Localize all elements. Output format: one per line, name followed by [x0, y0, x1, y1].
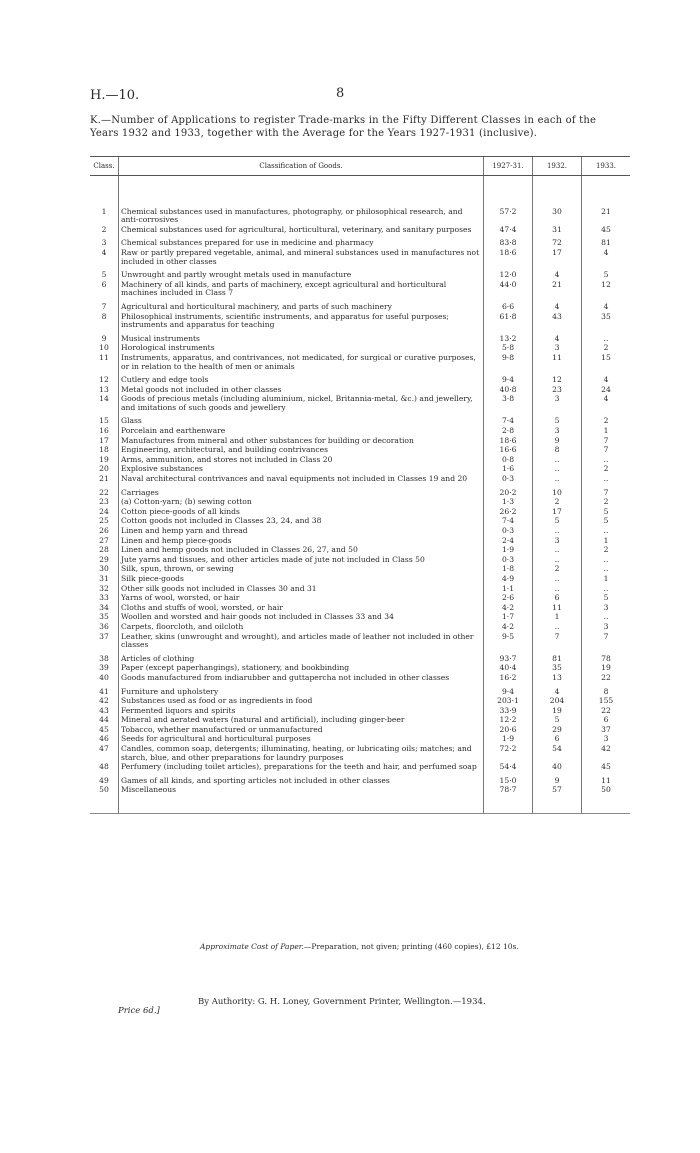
class-number-cell: 21 [99, 474, 109, 484]
count-1932-cell: 4 [533, 267, 582, 281]
average-cell: 15·0 [484, 773, 533, 787]
table-row [90, 651, 630, 665]
count-1932-cell: 19 [533, 707, 582, 717]
count-1932-cell: 5 [533, 413, 582, 427]
table-row [90, 299, 630, 313]
class-number-cell: 15 [99, 416, 109, 426]
count-1933-cell: 78 [582, 651, 631, 665]
table-row [90, 475, 630, 485]
price-note: Price 6d.] [118, 1006, 160, 1016]
average-cell: 61·8 [484, 313, 533, 331]
class-number-cell: 50 [90, 786, 119, 813]
class-number-cell: 24 [99, 506, 109, 516]
classification-cell: Metal goods not included in other classes [119, 386, 484, 396]
count-1933-cell: 5 [582, 508, 631, 518]
average-cell: 2·6 [484, 594, 533, 604]
table-row [90, 633, 630, 651]
count-1933-cell: .. [582, 475, 631, 485]
class-number-cell: 23 [99, 497, 109, 507]
count-1932-cell: .. [533, 556, 582, 566]
class-number-cell: 36 [99, 621, 109, 631]
table-header-row [90, 157, 630, 176]
classification-cell: Naval architectural contrivances and naval equipments not included in Classes 19 and 20 [119, 475, 484, 485]
count-1932-cell: 31 [533, 226, 582, 236]
count-1933-cell: 15 [582, 354, 631, 372]
count-1932-cell: 3 [533, 395, 582, 413]
class-number-cell: 14 [99, 394, 109, 404]
classification-cell: Cotton goods not included in Classes 23, 24, and 38 [119, 517, 484, 527]
class-number-cell: 29 [99, 554, 109, 564]
count-1932-cell: 9 [533, 437, 582, 447]
table-row [90, 413, 630, 427]
count-1933-cell: .. [582, 331, 631, 345]
average-cell: 18·6 [484, 437, 533, 447]
col-header-classification: Classification of Goods. [119, 157, 484, 176]
classification-cell: Fermented liquors and spirits [119, 707, 484, 717]
average-cell: 0·8 [484, 456, 533, 466]
average-cell: 1·7 [484, 613, 533, 623]
average-cell: 3·8 [484, 395, 533, 413]
count-1933-cell: 50 [582, 786, 631, 813]
table-row [90, 485, 630, 499]
count-1933-cell: 7 [582, 446, 631, 456]
count-1932-cell: 5 [533, 517, 582, 527]
class-number-cell: 16 [99, 426, 109, 436]
cost-text: —Preparation, not given; printing (460 copies), £12 10s. [303, 942, 519, 951]
classification-cell: Raw or partly prepared vegetable, animal, and mineral substances used in manufactures not included in other classes [119, 249, 484, 267]
count-1932-cell: .. [533, 546, 582, 556]
count-1932-cell: 2 [533, 498, 582, 508]
count-1932-cell: 30 [533, 175, 582, 226]
table-row [90, 372, 630, 386]
table-row [90, 786, 630, 813]
classification-cell: Silk piece-goods [119, 575, 484, 585]
average-cell: 1·9 [484, 546, 533, 556]
average-cell: 9·8 [484, 354, 533, 372]
count-1933-cell: 4 [582, 372, 631, 386]
count-1932-cell: 11 [533, 604, 582, 614]
count-1932-cell: 204 [533, 697, 582, 707]
col-header-1933: 1933. [582, 157, 631, 176]
classification-cell: Philosophical instruments, scientific instruments, and apparatus for useful purposes; instruments and apparatus for teaching [119, 313, 484, 331]
classification-cell: Leather, skins (unwrought and wrought), and articles made of leather not included in other classes [119, 633, 484, 651]
classification-cell: Other silk goods not included in Classes 30 and 31 [119, 585, 484, 595]
count-1932-cell: 1 [533, 613, 582, 623]
class-number-cell: 13 [99, 384, 109, 394]
table-row [90, 249, 630, 267]
class-number-cell: 31 [99, 573, 109, 583]
table-row [90, 354, 630, 372]
class-number-cell: 26 [99, 526, 109, 535]
count-1932-cell: 3 [533, 537, 582, 547]
count-1932-cell: 72 [533, 235, 582, 249]
average-cell: 40·8 [484, 386, 533, 396]
table-body [90, 175, 630, 813]
average-cell: 78·7 [484, 786, 533, 813]
classification-cell: Carriages [119, 485, 484, 499]
count-1932-cell: 40 [533, 763, 582, 773]
class-number-cell: 10 [99, 343, 109, 353]
classification-cell: Horological instruments [119, 344, 484, 354]
count-1932-cell: 81 [533, 651, 582, 665]
classification-cell: Glass [119, 413, 484, 427]
table-row [90, 773, 630, 787]
count-1932-cell: .. [533, 623, 582, 633]
classification-cell: Cutlery and edge tools [119, 372, 484, 386]
class-number-cell: 19 [99, 454, 109, 464]
classification-cell: Seeds for agricultural and horticultural purposes [119, 735, 484, 745]
average-cell: 0·3 [484, 475, 533, 485]
average-cell: 0·3 [484, 527, 533, 537]
class-number-cell: 1 [101, 206, 107, 216]
class-number-cell: 38 [99, 653, 109, 663]
class-number-cell: 47 [99, 744, 109, 754]
class-number-cell: 35 [99, 612, 109, 622]
average-cell: 18·6 [484, 249, 533, 267]
count-1933-cell: 2 [582, 546, 631, 556]
count-1933-cell: 81 [582, 235, 631, 249]
cost-of-paper-note [200, 942, 519, 951]
classification-cell: Engineering, architectural, and building contrivances [119, 446, 484, 456]
class-number-cell: 7 [101, 301, 107, 311]
classification-cell: Linen and hemp yarn and thread [119, 527, 484, 537]
col-header-class: Class. [90, 157, 119, 176]
count-1933-cell: 155 [582, 697, 631, 707]
count-1932-cell: .. [533, 456, 582, 466]
average-cell: 4·2 [484, 623, 533, 633]
average-cell: 2·8 [484, 427, 533, 437]
class-number-cell: 25 [99, 516, 109, 526]
count-1932-cell: 6 [533, 594, 582, 604]
class-number-cell: 17 [99, 435, 109, 445]
average-cell: 7·4 [484, 413, 533, 427]
classification-cell: Agricultural and horticultural machinery, and parts of such machinery [119, 299, 484, 313]
class-number-cell: 39 [99, 663, 109, 673]
average-cell: 7·4 [484, 517, 533, 527]
class-number-cell: 44 [99, 715, 109, 725]
class-number-cell: 41 [99, 686, 109, 696]
class-number-cell: 45 [99, 724, 109, 734]
average-cell: 2·4 [484, 537, 533, 547]
class-number-cell: 34 [99, 602, 109, 612]
average-cell: 44·0 [484, 281, 533, 299]
count-1932-cell: 23 [533, 386, 582, 396]
count-1933-cell: 2 [582, 498, 631, 508]
classification-cell: Cotton piece-goods of all kinds [119, 508, 484, 518]
class-number-cell: 12 [99, 375, 109, 385]
count-1932-cell: 8 [533, 446, 582, 456]
count-1932-cell: .. [533, 475, 582, 485]
table-title: K.—Number of Applications to register Trade-marks in the Fifty Different Classes in each of the Years 1932 and 1933, together with the Average for the Years 1927-1931 (inclusive). [90, 115, 597, 139]
average-cell: 4·2 [484, 604, 533, 614]
count-1933-cell: 2 [582, 413, 631, 427]
classification-cell: Furniture and upholstery [119, 684, 484, 698]
table-row [90, 226, 630, 236]
class-number-cell: 43 [99, 705, 109, 715]
count-1932-cell: 4 [533, 684, 582, 698]
count-1932-cell: 6 [533, 735, 582, 745]
count-1933-cell: 1 [582, 575, 631, 585]
count-1932-cell: .. [533, 465, 582, 475]
class-number-cell: 49 [99, 775, 109, 785]
count-1932-cell: 3 [533, 344, 582, 354]
average-cell: 1·9 [484, 735, 533, 745]
average-cell: 72·2 [484, 745, 533, 763]
classification-cell: Musical instruments [119, 331, 484, 345]
class-number-cell: 22 [99, 487, 109, 497]
count-1933-cell: 4 [582, 249, 631, 267]
count-1932-cell: 29 [533, 726, 582, 736]
average-cell: 12·0 [484, 267, 533, 281]
classification-cell: Porcelain and earthenware [119, 427, 484, 437]
average-cell: 12·2 [484, 716, 533, 726]
average-cell: 9·5 [484, 633, 533, 651]
average-cell: 1·1 [484, 585, 533, 595]
average-cell: 16·6 [484, 446, 533, 456]
classification-cell: Candles, common soap, detergents; illuminating, heating, or lubricating oils; matches; and starch, blue, and other preparations for laundry purposes [119, 745, 484, 763]
average-cell: 9·4 [484, 372, 533, 386]
cost-label: Approximate Cost of Paper. [200, 942, 304, 951]
count-1933-cell: .. [582, 585, 631, 595]
count-1932-cell: 12 [533, 372, 582, 386]
count-1932-cell: 57 [533, 786, 582, 813]
count-1933-cell: 37 [582, 726, 631, 736]
count-1933-cell: 7 [582, 437, 631, 447]
classification-cell: Tobacco, whether manufactured or unmanufactured [119, 726, 484, 736]
classification-cell: Manufactures from mineral and other substances for building or decoration [119, 437, 484, 447]
classification-cell: Yarns of wool, worsted, or hair [119, 594, 484, 604]
count-1933-cell: 2 [582, 344, 631, 354]
count-1933-cell: 2 [582, 465, 631, 475]
average-cell: 16·2 [484, 674, 533, 684]
classification-cell: Articles of clothing [119, 651, 484, 665]
average-cell: 1·6 [484, 465, 533, 475]
count-1932-cell: .. [533, 585, 582, 595]
classification-cell: Chemical substances used in manufactures, photography, or philosophical research, and anti-corrosives [119, 175, 484, 226]
average-cell: 6·6 [484, 299, 533, 313]
count-1933-cell: .. [582, 556, 631, 566]
class-number-cell: 20 [99, 464, 109, 474]
class-number-cell: 8 [101, 311, 107, 321]
table-row [90, 175, 630, 226]
class-number-cell: 30 [99, 564, 109, 574]
average-cell: 0·3 [484, 556, 533, 566]
count-1932-cell: 4 [533, 331, 582, 345]
count-1933-cell: 3 [582, 604, 631, 614]
count-1933-cell: 4 [582, 299, 631, 313]
classification-cell: Games of all kinds, and sporting articles not included in other classes [119, 773, 484, 787]
class-number-cell: 9 [101, 333, 107, 343]
count-1933-cell: 19 [582, 664, 631, 674]
col-header-average: 1927-31. [484, 157, 533, 176]
count-1933-cell: 3 [582, 735, 631, 745]
class-number-cell: 5 [101, 270, 107, 280]
class-number-cell: 6 [101, 279, 107, 289]
classification-cell: Carpets, floorcloth, and oilcloth [119, 623, 484, 633]
average-cell: 4·9 [484, 575, 533, 585]
average-cell: 9·4 [484, 684, 533, 698]
classification-cell: Goods manufactured from indiarubber and guttapercha not included in other classes [119, 674, 484, 684]
col-header-1932: 1932. [533, 157, 582, 176]
count-1933-cell: 5 [582, 517, 631, 527]
count-1933-cell: 1 [582, 537, 631, 547]
document-reference: H.—10. [90, 88, 140, 103]
table-row [90, 745, 630, 763]
class-number-cell: 2 [101, 224, 107, 234]
classification-cell: Machinery of all kinds, and parts of machinery, except agricultural and horticultural machines included in Class 7 [119, 281, 484, 299]
classification-cell: Jute yarns and tissues, and other articles made of jute not included in Class 50 [119, 556, 484, 566]
count-1933-cell: 21 [582, 175, 631, 226]
count-1933-cell: 45 [582, 226, 631, 236]
average-cell: 13·2 [484, 331, 533, 345]
count-1932-cell: 11 [533, 354, 582, 372]
class-number-cell: 46 [99, 734, 109, 744]
count-1933-cell: .. [582, 613, 631, 623]
classification-cell: Explosive substances [119, 465, 484, 475]
average-cell: 20·6 [484, 726, 533, 736]
classification-cell: Perfumery (including toilet articles), preparations for the teeth and hair, and perfumed soap [119, 763, 484, 773]
classification-cell: Linen and hemp piece-goods [119, 537, 484, 547]
count-1932-cell: 43 [533, 313, 582, 331]
count-1932-cell: .. [533, 527, 582, 537]
classification-cell: Arms, ammunition, and stores not included in Class 20 [119, 456, 484, 466]
count-1933-cell: 7 [582, 485, 631, 499]
average-cell: 1·3 [484, 498, 533, 508]
count-1933-cell: 1 [582, 427, 631, 437]
average-cell: 26·2 [484, 508, 533, 518]
count-1932-cell: 9 [533, 773, 582, 787]
classification-cell: Instruments, apparatus, and contrivances, not medicated, for surgical or curative purposes, or in relation to the health of men or animals [119, 354, 484, 372]
average-cell: 93·7 [484, 651, 533, 665]
classification-cell: Miscellaneous [119, 786, 484, 813]
class-number-cell: 32 [99, 583, 109, 593]
average-cell: 40·4 [484, 664, 533, 674]
count-1932-cell: 17 [533, 249, 582, 267]
count-1933-cell: 4 [582, 395, 631, 413]
count-1932-cell: 10 [533, 485, 582, 499]
average-cell: 83·8 [484, 235, 533, 249]
average-cell: 54·4 [484, 763, 533, 773]
count-1933-cell: 22 [582, 707, 631, 717]
class-number-cell: 27 [99, 535, 109, 545]
classification-cell: Cloths and stuffs of wool, worsted, or hair [119, 604, 484, 614]
classification-cell: Linen and hemp goods not included in Classes 26, 27, and 50 [119, 546, 484, 556]
classification-cell: Mineral and aerated waters (natural and artificial), including ginger-beer [119, 716, 484, 726]
count-1933-cell: 35 [582, 313, 631, 331]
class-number-cell: 42 [99, 696, 109, 706]
count-1933-cell: .. [582, 527, 631, 537]
count-1933-cell: 5 [582, 267, 631, 281]
count-1932-cell: 17 [533, 508, 582, 518]
average-cell: 1·8 [484, 565, 533, 575]
class-number-cell: 11 [99, 352, 109, 362]
table-row [90, 313, 630, 331]
count-1933-cell: .. [582, 456, 631, 466]
classification-cell: Substances used as food or as ingredients in food [119, 697, 484, 707]
class-number-cell: 18 [99, 445, 109, 455]
table-row [90, 281, 630, 299]
count-1932-cell: 5 [533, 716, 582, 726]
count-1932-cell: 3 [533, 427, 582, 437]
count-1933-cell: .. [582, 565, 631, 575]
classification-cell: Unwrought and partly wrought metals used in manufacture [119, 267, 484, 281]
count-1933-cell: 45 [582, 763, 631, 773]
class-number-cell: 40 [99, 672, 109, 682]
count-1933-cell: 5 [582, 594, 631, 604]
count-1933-cell: 24 [582, 386, 631, 396]
average-cell: 203·1 [484, 697, 533, 707]
trade-marks-table [90, 156, 630, 814]
classification-cell: Woollen and worsted and hair goods not included in Classes 33 and 34 [119, 613, 484, 623]
printer-authority: By Authority: G. H. Loney, Government Printer, Wellington.—1934. [198, 997, 486, 1007]
count-1933-cell: 22 [582, 674, 631, 684]
table-row [90, 763, 630, 773]
average-cell: 33·9 [484, 707, 533, 717]
table-row [90, 674, 630, 684]
class-number-cell: 3 [101, 238, 107, 248]
class-number-cell: 28 [99, 545, 109, 555]
class-number-cell: 4 [101, 247, 107, 257]
count-1932-cell: .. [533, 575, 582, 585]
average-cell: 20·2 [484, 485, 533, 499]
classification-cell: (a) Cotton-yarn; (b) sewing cotton [119, 498, 484, 508]
table-row [90, 395, 630, 413]
classification-cell: Paper (except paperhangings), stationery, and bookbinding [119, 664, 484, 674]
average-cell: 57·2 [484, 175, 533, 226]
average-cell: 5·8 [484, 344, 533, 354]
count-1933-cell: 42 [582, 745, 631, 763]
table-row [90, 267, 630, 281]
count-1932-cell: 35 [533, 664, 582, 674]
average-cell: 47·4 [484, 226, 533, 236]
table-row [90, 331, 630, 345]
table-row [90, 684, 630, 698]
class-number-cell: 48 [99, 762, 109, 772]
classification-cell: Chemical substances prepared for use in medicine and pharmacy [119, 235, 484, 249]
count-1932-cell: 21 [533, 281, 582, 299]
count-1933-cell: 6 [582, 716, 631, 726]
class-number-cell: 33 [99, 593, 109, 603]
count-1932-cell: 4 [533, 299, 582, 313]
count-1932-cell: 13 [533, 674, 582, 684]
classification-cell: Goods of precious metals (including aluminium, nickel, Britannia-metal, &c.) and jewellery, and imitations of such goods and jewellery [119, 395, 484, 413]
count-1932-cell: 54 [533, 745, 582, 763]
page-number: 8 [336, 86, 345, 101]
count-1932-cell: 7 [533, 633, 582, 651]
classification-cell: Silk, spun, thrown, or sewing [119, 565, 484, 575]
classification-cell: Chemical substances used for agricultural, horticultural, veterinary, and sanitary purposes [119, 226, 484, 236]
table-row [90, 235, 630, 249]
count-1933-cell: 12 [582, 281, 631, 299]
class-number-cell: 37 [99, 631, 109, 641]
count-1933-cell: 3 [582, 623, 631, 633]
count-1933-cell: 11 [582, 773, 631, 787]
count-1933-cell: 7 [582, 633, 631, 651]
count-1932-cell: 2 [533, 565, 582, 575]
count-1933-cell: 8 [582, 684, 631, 698]
